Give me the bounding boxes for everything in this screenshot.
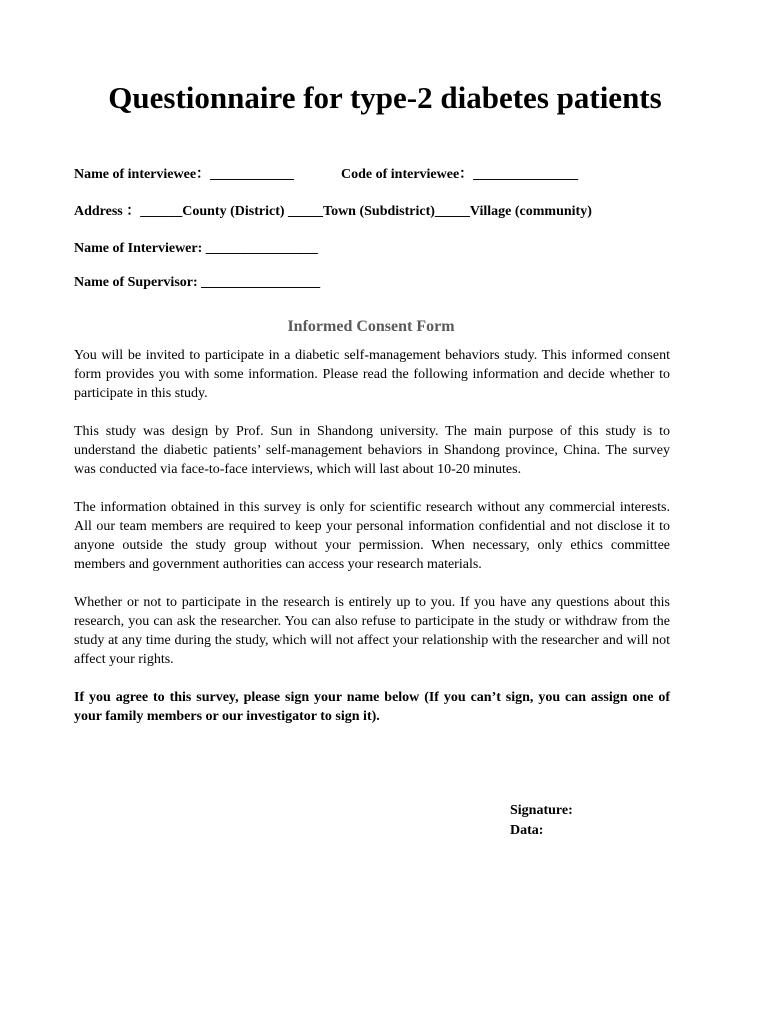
address-field: Address ：______County (District) _____Town (Subdistrict)_____Village (community)	[74, 204, 592, 219]
date-label: Data:	[510, 823, 544, 838]
name-of-supervisor-field: Name of Supervisor: _________________	[74, 275, 321, 290]
consent-paragraph-2: This study was design by Prof. Sun in Shandong university. The main purpose of this study is to understand the diabetic patients’ self-management behaviors in Shandong province, China. The survey was conducted via face-to-face interviews, which will last about 10-20 minutes.	[74, 424, 670, 477]
agreement-statement: If you agree to this survey, please sign your name below (If you can’t sign, you can assign one of your family members or our investigator to sign it).	[74, 690, 670, 724]
name-of-interviewer-field: Name of Interviewer: ________________	[74, 241, 318, 256]
consent-form-heading: Informed Consent Form	[287, 318, 455, 335]
name-of-interviewee-field: Name of interviewee：____________	[74, 167, 295, 182]
consent-paragraph-4: Whether or not to participate in the research is entirely up to you. If you have any questions about this research, you can ask the researcher. You can also refuse to participate in the study or withdraw from the study at any time during the study, which will not affect your relationship with the researcher and will not affect your rights.	[74, 595, 670, 667]
signature-label: Signature:	[510, 803, 573, 818]
page-title: Questionnaire for type-2 diabetes patients	[108, 80, 662, 115]
consent-paragraph-1: You will be invited to participate in a diabetic self-management behaviors study. This informed consent form provides you with some information. Please read the following information and decide whether to participate in this study.	[74, 348, 670, 401]
consent-paragraph-3: The information obtained in this survey is only for scientific research without any commercial interests. All our team members are required to keep your personal information confidential and not disclose it to anyone outside the study group without your permission. When necessary, only ethics committee members and government authorities can access your research materials.	[74, 500, 670, 572]
code-of-interviewee-field: Code of interviewee：_______________	[341, 167, 579, 182]
signature-block	[510, 801, 573, 841]
